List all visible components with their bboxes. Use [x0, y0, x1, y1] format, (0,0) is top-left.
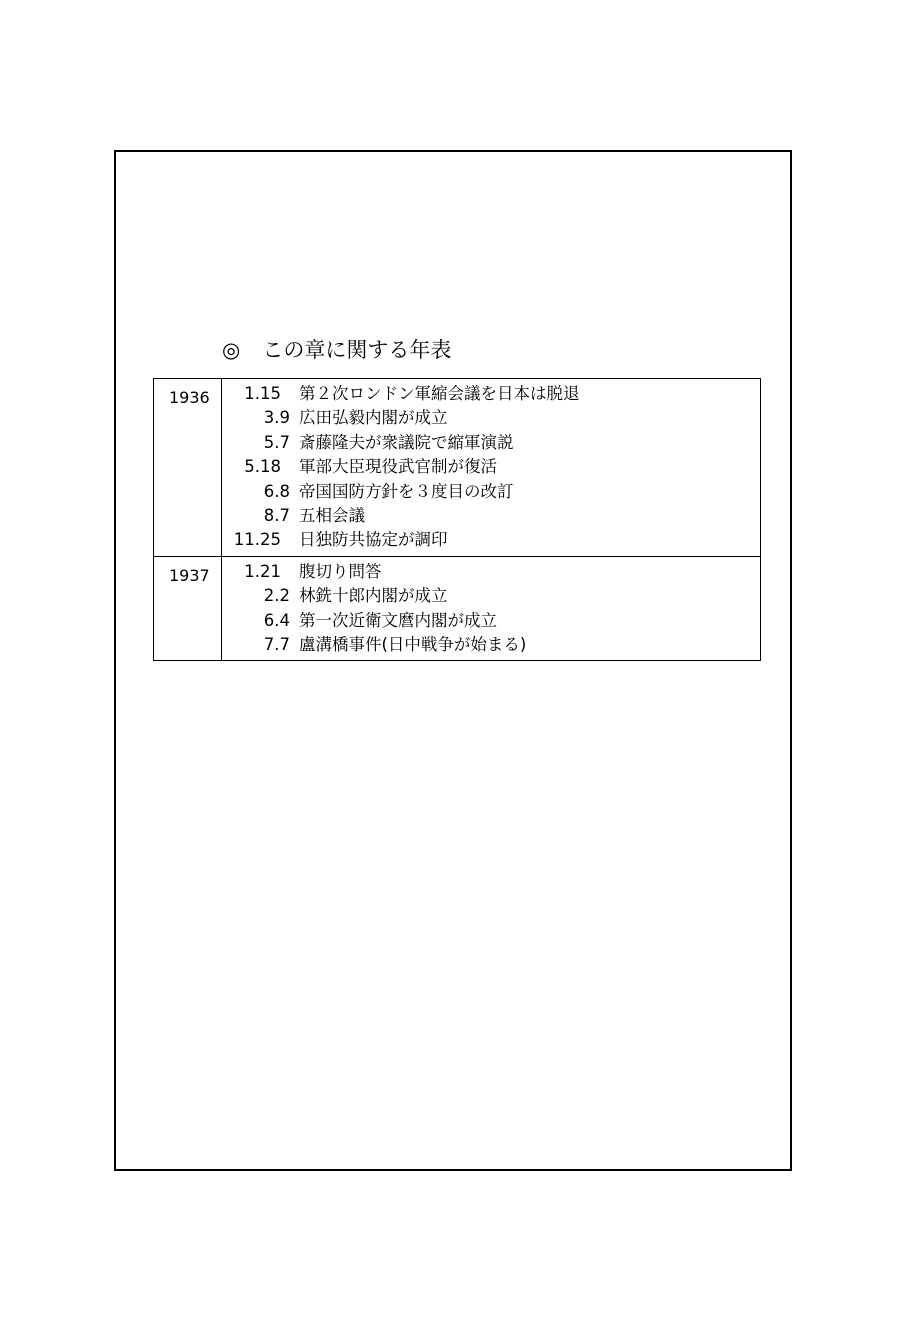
double-circle-icon: ◎: [222, 338, 241, 362]
event-text: 広田弘毅内閣が成立: [299, 408, 448, 428]
event-date: 1.21: [244, 561, 281, 581]
event-item: [222, 480, 760, 504]
event-text: 斎藤隆夫が衆議院で縮軍演説: [299, 432, 514, 452]
event-item: [222, 504, 760, 528]
event-date: 3.9: [263, 408, 290, 428]
event-date: 8.7: [263, 505, 290, 525]
event-item: [222, 406, 760, 430]
year-cell: 1936: [154, 379, 222, 557]
event-item: [222, 455, 760, 479]
event-item: [222, 431, 760, 455]
event-date: 5.7: [263, 432, 290, 452]
event-text: 林銑十郎内閣が成立: [299, 586, 448, 606]
event-text: 第２次ロンドン軍縮会議を日本は脱退: [299, 384, 580, 403]
event-text: 五相会議: [299, 505, 365, 525]
event-item: [222, 560, 760, 584]
chapter-title-text: この章に関する年表: [262, 338, 452, 362]
event-item: [222, 633, 760, 657]
event-text: 軍部大臣現役武官制が復活: [299, 457, 497, 477]
events-cell: [222, 556, 761, 661]
timeline-year-row: [154, 379, 761, 557]
event-date: 7.7: [263, 634, 290, 654]
event-date: 11.25: [233, 530, 281, 550]
event-text: 盧溝橋事件(日中戦争が始まる): [299, 634, 527, 654]
events-cell: [222, 379, 761, 557]
timeline-table: [153, 378, 761, 661]
event-text: 腹切り問答: [299, 561, 382, 581]
event-item: [222, 584, 760, 608]
event-date: 5.18: [244, 457, 281, 477]
timeline-body: [154, 379, 761, 661]
event-date: 2.2: [263, 586, 290, 606]
timeline-year-row: [154, 556, 761, 661]
event-text: 第一次近衛文麿内閣が成立: [299, 610, 497, 630]
chapter-title: [222, 336, 451, 364]
event-text: 帝国国防方針を３度目の改訂: [299, 481, 514, 501]
event-date: 1.15: [244, 384, 281, 403]
event-item: [222, 609, 760, 633]
event-date: 6.4: [263, 610, 290, 630]
event-item: [222, 528, 760, 552]
event-text: 日独防共協定が調印: [299, 530, 448, 550]
event-date: 6.8: [263, 481, 290, 501]
year-cell: 1937: [154, 556, 222, 661]
event-item: [222, 382, 760, 406]
